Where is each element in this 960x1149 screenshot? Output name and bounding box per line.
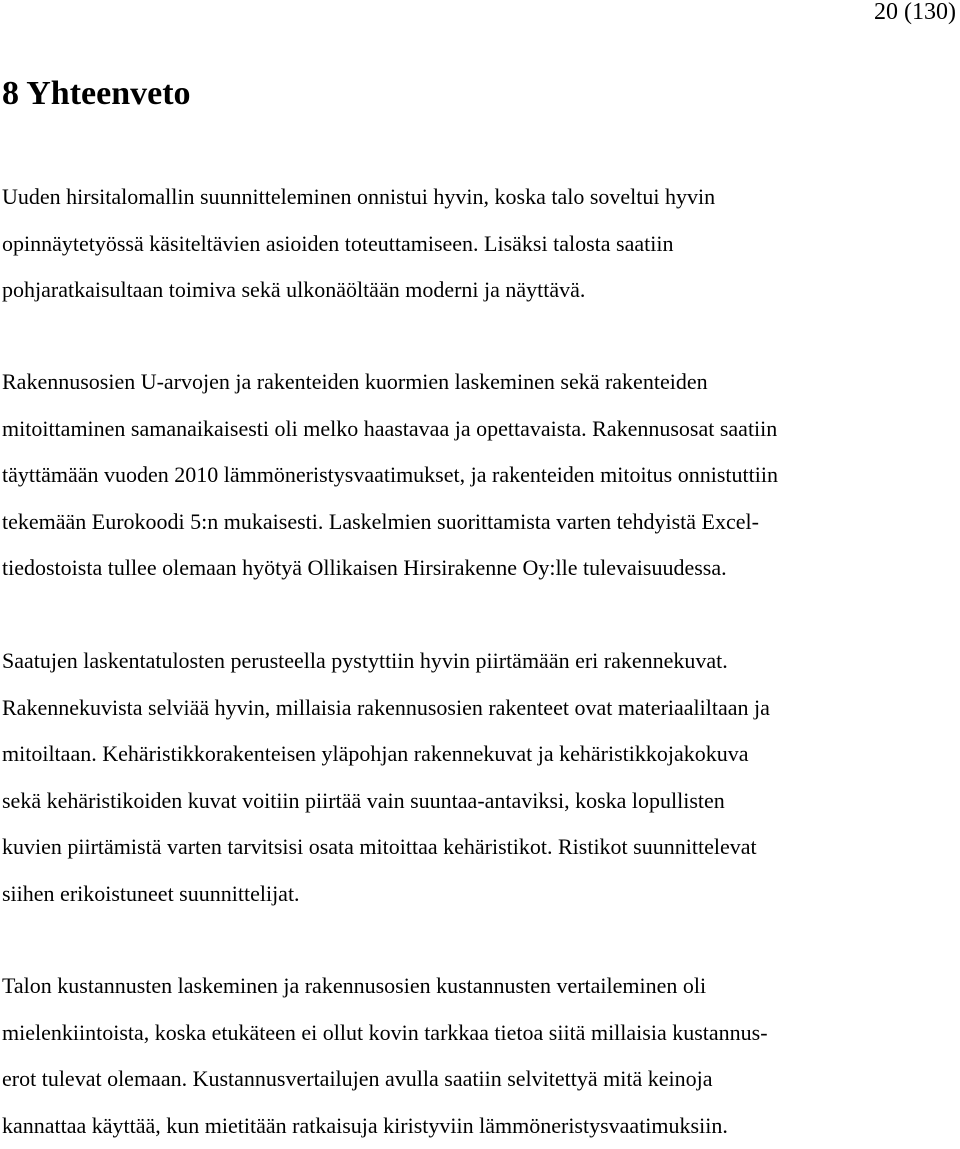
text-line: tiedostoista tullee olemaan hyötyä Ollikaisen Hirsirakenne Oy:lle tulevaisuudessa.	[2, 545, 778, 592]
text-line: tekemään Eurokoodi 5:n mukaisesti. Laskelmien suorittamista varten tehdyistä Excel-	[2, 499, 778, 546]
section-heading: 8 Yhteenveto	[2, 73, 191, 115]
paragraph-calculations	[2, 359, 778, 592]
text-line: siihen erikoistuneet suunnittelijat.	[2, 871, 770, 918]
text-line: Talon kustannusten laskeminen ja rakennusosien kustannusten vertaileminen oli	[2, 963, 768, 1010]
text-line: kuvien piirtämistä varten tarvitsisi osata mitoittaa kehäristikot. Ristikot suunnittelevat	[2, 824, 770, 871]
text-line: pohjaratkaisultaan toimiva sekä ulkonäöltään moderni ja näyttävä.	[2, 267, 715, 314]
text-line: täyttämään vuoden 2010 lämmöneristysvaatimukset, ja rakenteiden mitoitus onnistuttiin	[2, 452, 778, 499]
text-line: opinnäytetyössä käsiteltävien asioiden toteuttamiseen. Lisäksi talosta saatiin	[2, 221, 715, 268]
text-line: Rakennusosien U-arvojen ja rakenteiden kuormien laskeminen sekä rakenteiden	[2, 359, 778, 406]
paragraph-summary-intro	[2, 174, 715, 314]
text-line: Rakennekuvista selviää hyvin, millaisia rakennusosien rakenteet ovat materiaaliltaan ja	[2, 685, 770, 732]
page-number: 20 (130)	[874, 0, 956, 26]
text-line: mitoittaminen samanaikaisesti oli melko haastavaa ja opettavaista. Rakennusosat saatiin	[2, 406, 778, 453]
text-line: mitoiltaan. Kehäristikkorakenteisen yläpohjan rakennekuvat ja kehäristikkojakokuva	[2, 731, 770, 778]
text-line: sekä kehäristikoiden kuvat voitiin piirtää vain suuntaa-antaviksi, koska lopullisten	[2, 778, 770, 825]
text-line: kannattaa käyttää, kun mietitään ratkaisuja kiristyviin lämmöneristysvaatimuksiin.	[2, 1103, 768, 1149]
paragraph-drawings	[2, 638, 770, 917]
text-line: erot tulevat olemaan. Kustannusvertailujen avulla saatiin selvitettyä mitä keinoja	[2, 1056, 768, 1103]
text-line: mielenkiintoista, koska etukäteen ei ollut kovin tarkkaa tietoa siitä millaisia kustannus-	[2, 1010, 768, 1057]
paragraph-costs	[2, 963, 768, 1149]
text-line: Uuden hirsitalomallin suunnitteleminen onnistui hyvin, koska talo soveltui hyvin	[2, 174, 715, 221]
text-line: Saatujen laskentatulosten perusteella pystyttiin hyvin piirtämään eri rakennekuvat.	[2, 638, 770, 685]
